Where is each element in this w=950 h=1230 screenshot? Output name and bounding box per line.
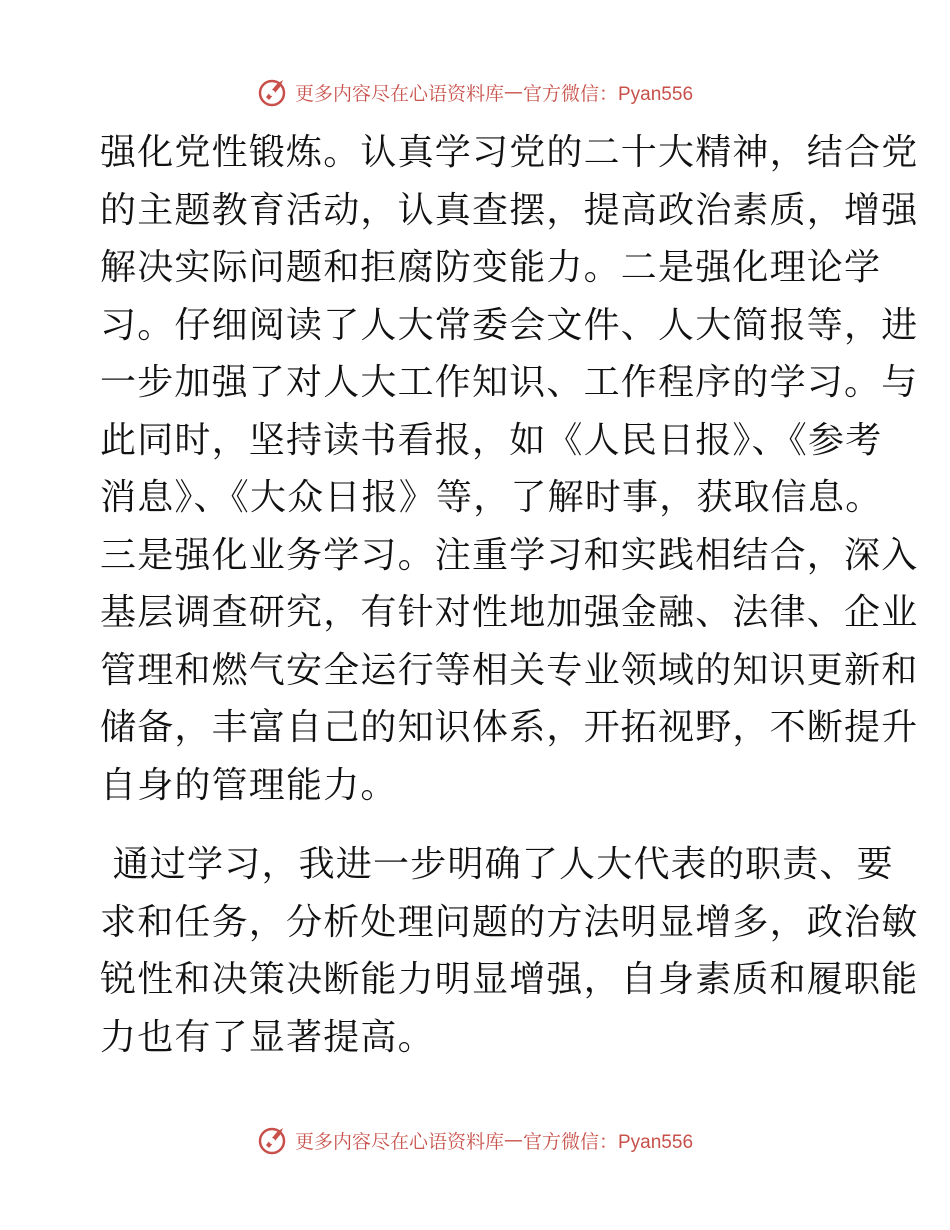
text-line: 强化党性锻炼。认真学习党的二十大精神，结合党 xyxy=(100,132,919,173)
text-line: 锐性和决策决断能力明显增强，自身素质和履职能 xyxy=(100,959,919,1000)
text-line: 一步加强了对人大工作知识、工作程序的学习。与 xyxy=(100,362,919,403)
text-line: 储备，丰富自己的知识体系，开拓视野，不断提升 xyxy=(100,707,919,748)
paragraph-1 xyxy=(100,124,919,814)
text-line: 习。仔细阅读了人大常委会文件、人大简报等，进 xyxy=(100,304,919,346)
pen-nib-circle-icon xyxy=(257,1123,291,1157)
banner-separator: — xyxy=(504,81,523,103)
text-line: 解决实际问题和拒腐防变能力。二是强化理论学 xyxy=(100,247,882,288)
pen-nib-circle-icon xyxy=(257,75,291,109)
paragraph-2 xyxy=(100,836,919,1066)
banner-site-text: 更多内容尽在心语资料库 xyxy=(294,1130,504,1153)
text-line: 管理和燃气安全运行等相关专业领域的知识更新和 xyxy=(100,649,919,691)
header-banner[interactable] xyxy=(0,72,950,112)
banner-separator: — xyxy=(504,1129,523,1151)
text-line: 消息》、《大众日报》等，了解时事，获取信息。 xyxy=(100,477,883,518)
footer-banner[interactable] xyxy=(0,1120,950,1160)
text-line: 此同时，坚持读书看报，如《人民日报》、《参考 xyxy=(100,419,883,461)
text-line: 力也有了显著提高。 xyxy=(100,1016,435,1058)
text-line: 自身的管理能力。 xyxy=(100,764,398,806)
text-line: 通过学习，我进一步明确了人大代表的职责、要 xyxy=(100,844,894,885)
banner-contact: 官方微信：Pyan556 xyxy=(523,1131,694,1153)
banner-site-text: 更多内容尽在心语资料库 xyxy=(294,82,504,105)
banner-contact: 官方微信：Pyan556 xyxy=(523,83,694,105)
document-body xyxy=(100,124,919,1066)
text-line: 基层调查研究，有针对性地加强金融、法律、企业 xyxy=(100,592,919,633)
text-line: 三是强化业务学习。注重学习和实践相结合，深入 xyxy=(100,534,919,576)
text-line: 求和任务，分析处理问题的方法明显增多，政治敏 xyxy=(100,901,919,943)
text-line: 的主题教育活动，认真查摆，提高政治素质，增强 xyxy=(100,189,919,231)
